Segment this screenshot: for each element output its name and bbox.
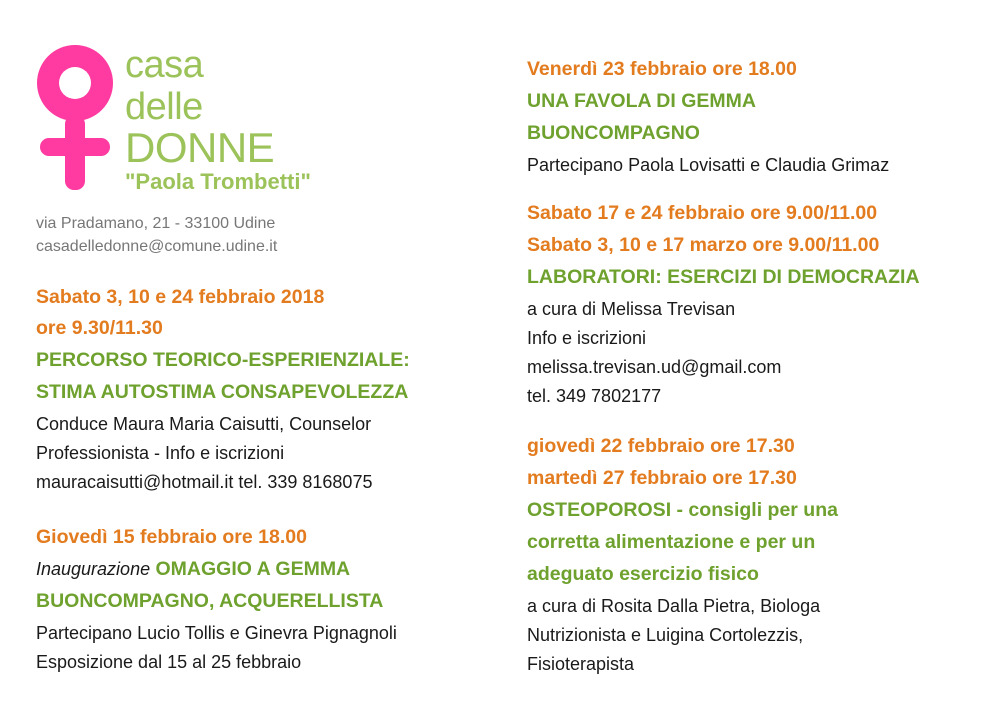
event-date: martedì 27 febbraio ore 17.30 — [527, 467, 797, 489]
event-title: LABORATORI: ESERCIZI DI DEMOCRAZIA — [527, 266, 920, 288]
event-contact: tel. 349 7802177 — [527, 386, 662, 406]
event-description: Partecipano Lucio Tollis e Ginevra Pignagnoli — [36, 623, 397, 643]
event-date: Sabato 17 e 24 febbraio ore 9.00/11.00 — [527, 202, 878, 224]
event-date: Sabato 3, 10 e 17 marzo ore 9.00/11.00 — [527, 234, 880, 256]
event-date: giovedì 22 febbraio ore 17.30 — [527, 435, 795, 457]
event-title: BUONCOMPAGNO, ACQUERELLISTA — [36, 590, 384, 612]
event-title: STIMA AUTOSTIMA CONSAPEVOLEZZA — [36, 381, 409, 403]
event-title-text: OMAGGIO A GEMMA — [155, 558, 351, 580]
event-description: a cura di Rosita Dalla Pietra, Biologa — [527, 596, 821, 616]
event-contact: melissa.trevisan.ud@gmail.com — [527, 357, 782, 377]
event-description: Info e iscrizioni — [527, 328, 647, 348]
event-time: ore 9.30/11.30 — [36, 317, 163, 339]
event-description: Conduce Maura Maria Caisutti, Counselor — [36, 414, 372, 434]
event-description: Nutrizionista e Luigina Cortolezzis, — [527, 625, 804, 645]
event-title: PERCORSO TEORICO-ESPERIENZIALE: — [36, 349, 410, 371]
event-title: adeguato esercizio fisico — [527, 563, 759, 585]
logo — [32, 40, 352, 200]
venus-symbol-icon — [32, 40, 122, 190]
event-title — [36, 555, 350, 583]
event-contact: mauracaisutti@hotmail.it tel. 339 8168075 — [36, 472, 373, 492]
event-description: Partecipano Paola Lovisatti e Claudia Grimaz — [527, 155, 890, 175]
logo-wordmark — [125, 46, 274, 169]
event-date: Sabato 3, 10 e 24 febbraio 2018 — [36, 286, 325, 308]
event-title: UNA FAVOLA DI GEMMA — [527, 90, 756, 112]
logo-donne: DONNE — [125, 124, 275, 171]
logo-casa: casa — [125, 44, 204, 86]
event-title: OSTEOPOROSI - consigli per una — [527, 499, 838, 521]
event-date: Venerdì 23 febbraio ore 18.00 — [527, 58, 797, 80]
event-title: BUONCOMPAGNO — [527, 122, 700, 144]
event-description: Fisioterapista — [527, 654, 635, 674]
event-description: Professionista - Info e iscrizioni — [36, 443, 285, 463]
event-title: corretta alimentazione e per un — [527, 531, 816, 553]
event-description: a cura di Melissa Trevisan — [527, 299, 736, 319]
event-date: Giovedì 15 febbraio ore 18.00 — [36, 526, 307, 548]
logo-subtitle: "Paola Trombetti" — [125, 169, 311, 194]
event-description: Esposizione dal 15 al 25 febbraio — [36, 652, 302, 672]
address-block — [36, 212, 277, 258]
address-email: casadelledonne@comune.udine.it — [36, 238, 278, 255]
address-street: via Pradamano, 21 - 33100 Udine — [36, 215, 276, 232]
event-title-prefix: Inaugurazione — [36, 559, 151, 579]
logo-delle: delle — [125, 86, 203, 128]
